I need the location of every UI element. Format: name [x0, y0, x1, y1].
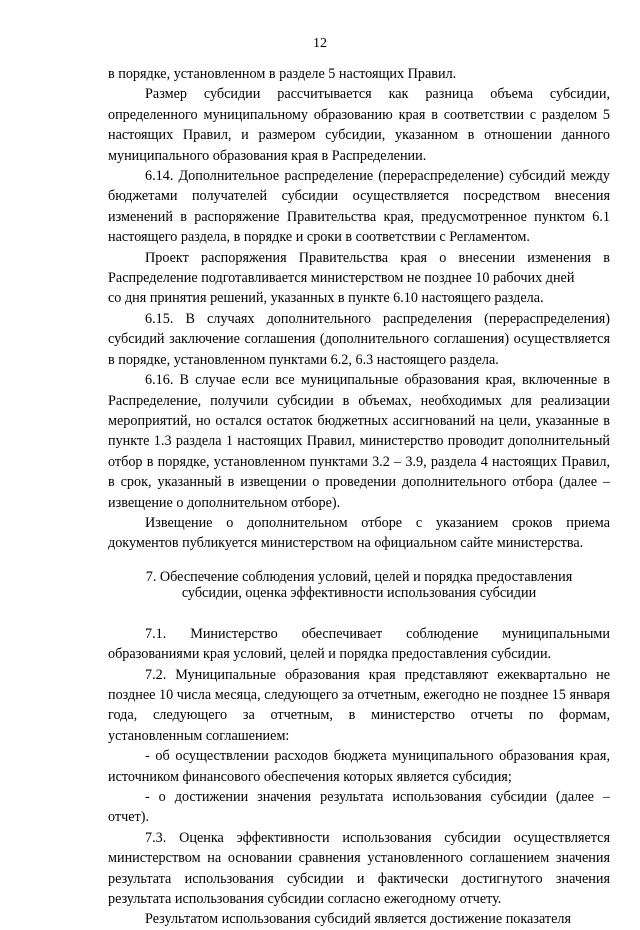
list-item: - об осуществлении расходов бюджета муниципального образования края, источником финансового обеспечения которых является субсидия; — [108, 748, 610, 785]
paragraph: 7.2. Муниципальные образования края представляют ежеквартально не позднее 10 числа месяца, следующего за отчетным, ежегодно не позднее 15 января года, следующего за отчетным, в министерство отчеты по формам, установленным соглашением: — [108, 666, 610, 744]
paragraph: Размер субсидии рассчитывается как разница объема субсидии, определенного муниципальному образованию края в соответствии с разделом 5 настоящих Правил, и размером субсидии, указанном в отношении данного муниципального образования края в Распределении. — [108, 86, 610, 164]
paragraph: 6.14. Дополнительное распределение (перераспределение) субсидий между бюджетами получателей субсидии осуществляется посредством внесения изменений в распоряжение Правительства края, предусмотренное пунктом 6.1 настоящего раздела, в порядке и сроки в соответствии с Регламентом. — [108, 168, 610, 246]
paragraph: 6.16. В случае если все муниципальные образования края, включенные в Распределение, получили субсидии в объемах, необходимых для реализации мероприятий, но остался остаток бюджетных ассигнований на цели, указанные в пункте 1.3 раздела 1 настоящих Правил, министерство проводит дополнительный отбор в порядке, установленном пунктами 3.2 – 3.9, раздела 4 настоящих Правил, в срок, указанный в извещении о проведении дополнительного отбора (далее – извещение о дополнительном отборе). — [108, 372, 610, 511]
paragraph: 6.15. В случаях дополнительного распределения (перераспределения) субсидий заключение соглашения (дополнительного соглашения) осуществляется в порядке, установленном пунктами 6.2, 6.3 настоящего раздела. — [108, 310, 610, 368]
page-number: 12 — [313, 36, 327, 51]
paragraph: 7.3. Оценка эффективности использования субсидии осуществляется министерством на основании сравнения установленного соглашением значения результата использования субсидии и фактически достигнутого значения результата использования субсидии согласно ежегодному отчету. — [108, 829, 610, 908]
section-heading — [108, 569, 610, 601]
section-heading-line: субсидии, оценка эффективности использования субсидии — [181, 584, 537, 601]
list-item: - о достижении значения результата использования субсидии (далее – отчет). — [108, 789, 610, 826]
section-heading-line: 7. Обеспечение соблюдения условий, целей и порядка предоставления — [145, 568, 573, 585]
paragraph: Проект распоряжения Правительства края о внесении изменения в Распределение подготавливается министерством не позднее 10 рабочих дней — [108, 249, 610, 287]
paragraph: 7.1. Министерство обеспечивает соблюдение муниципальными образованиями края условий, целей и порядка предоставления субсидии. — [108, 625, 610, 663]
paragraph: Извещение о дополнительном отборе с указанием сроков приема документов публикуется министерством на официальном сайте министерства. — [108, 514, 610, 552]
paragraph: со дня принятия решений, указанных в пункте 6.10 настоящего раздела. — [108, 290, 544, 307]
document-body — [108, 64, 610, 930]
paragraph: в порядке, установленном в разделе 5 настоящих Правил. — [108, 66, 457, 82]
paragraph: Результатом использования субсидий является достижение показателя — [145, 911, 571, 928]
